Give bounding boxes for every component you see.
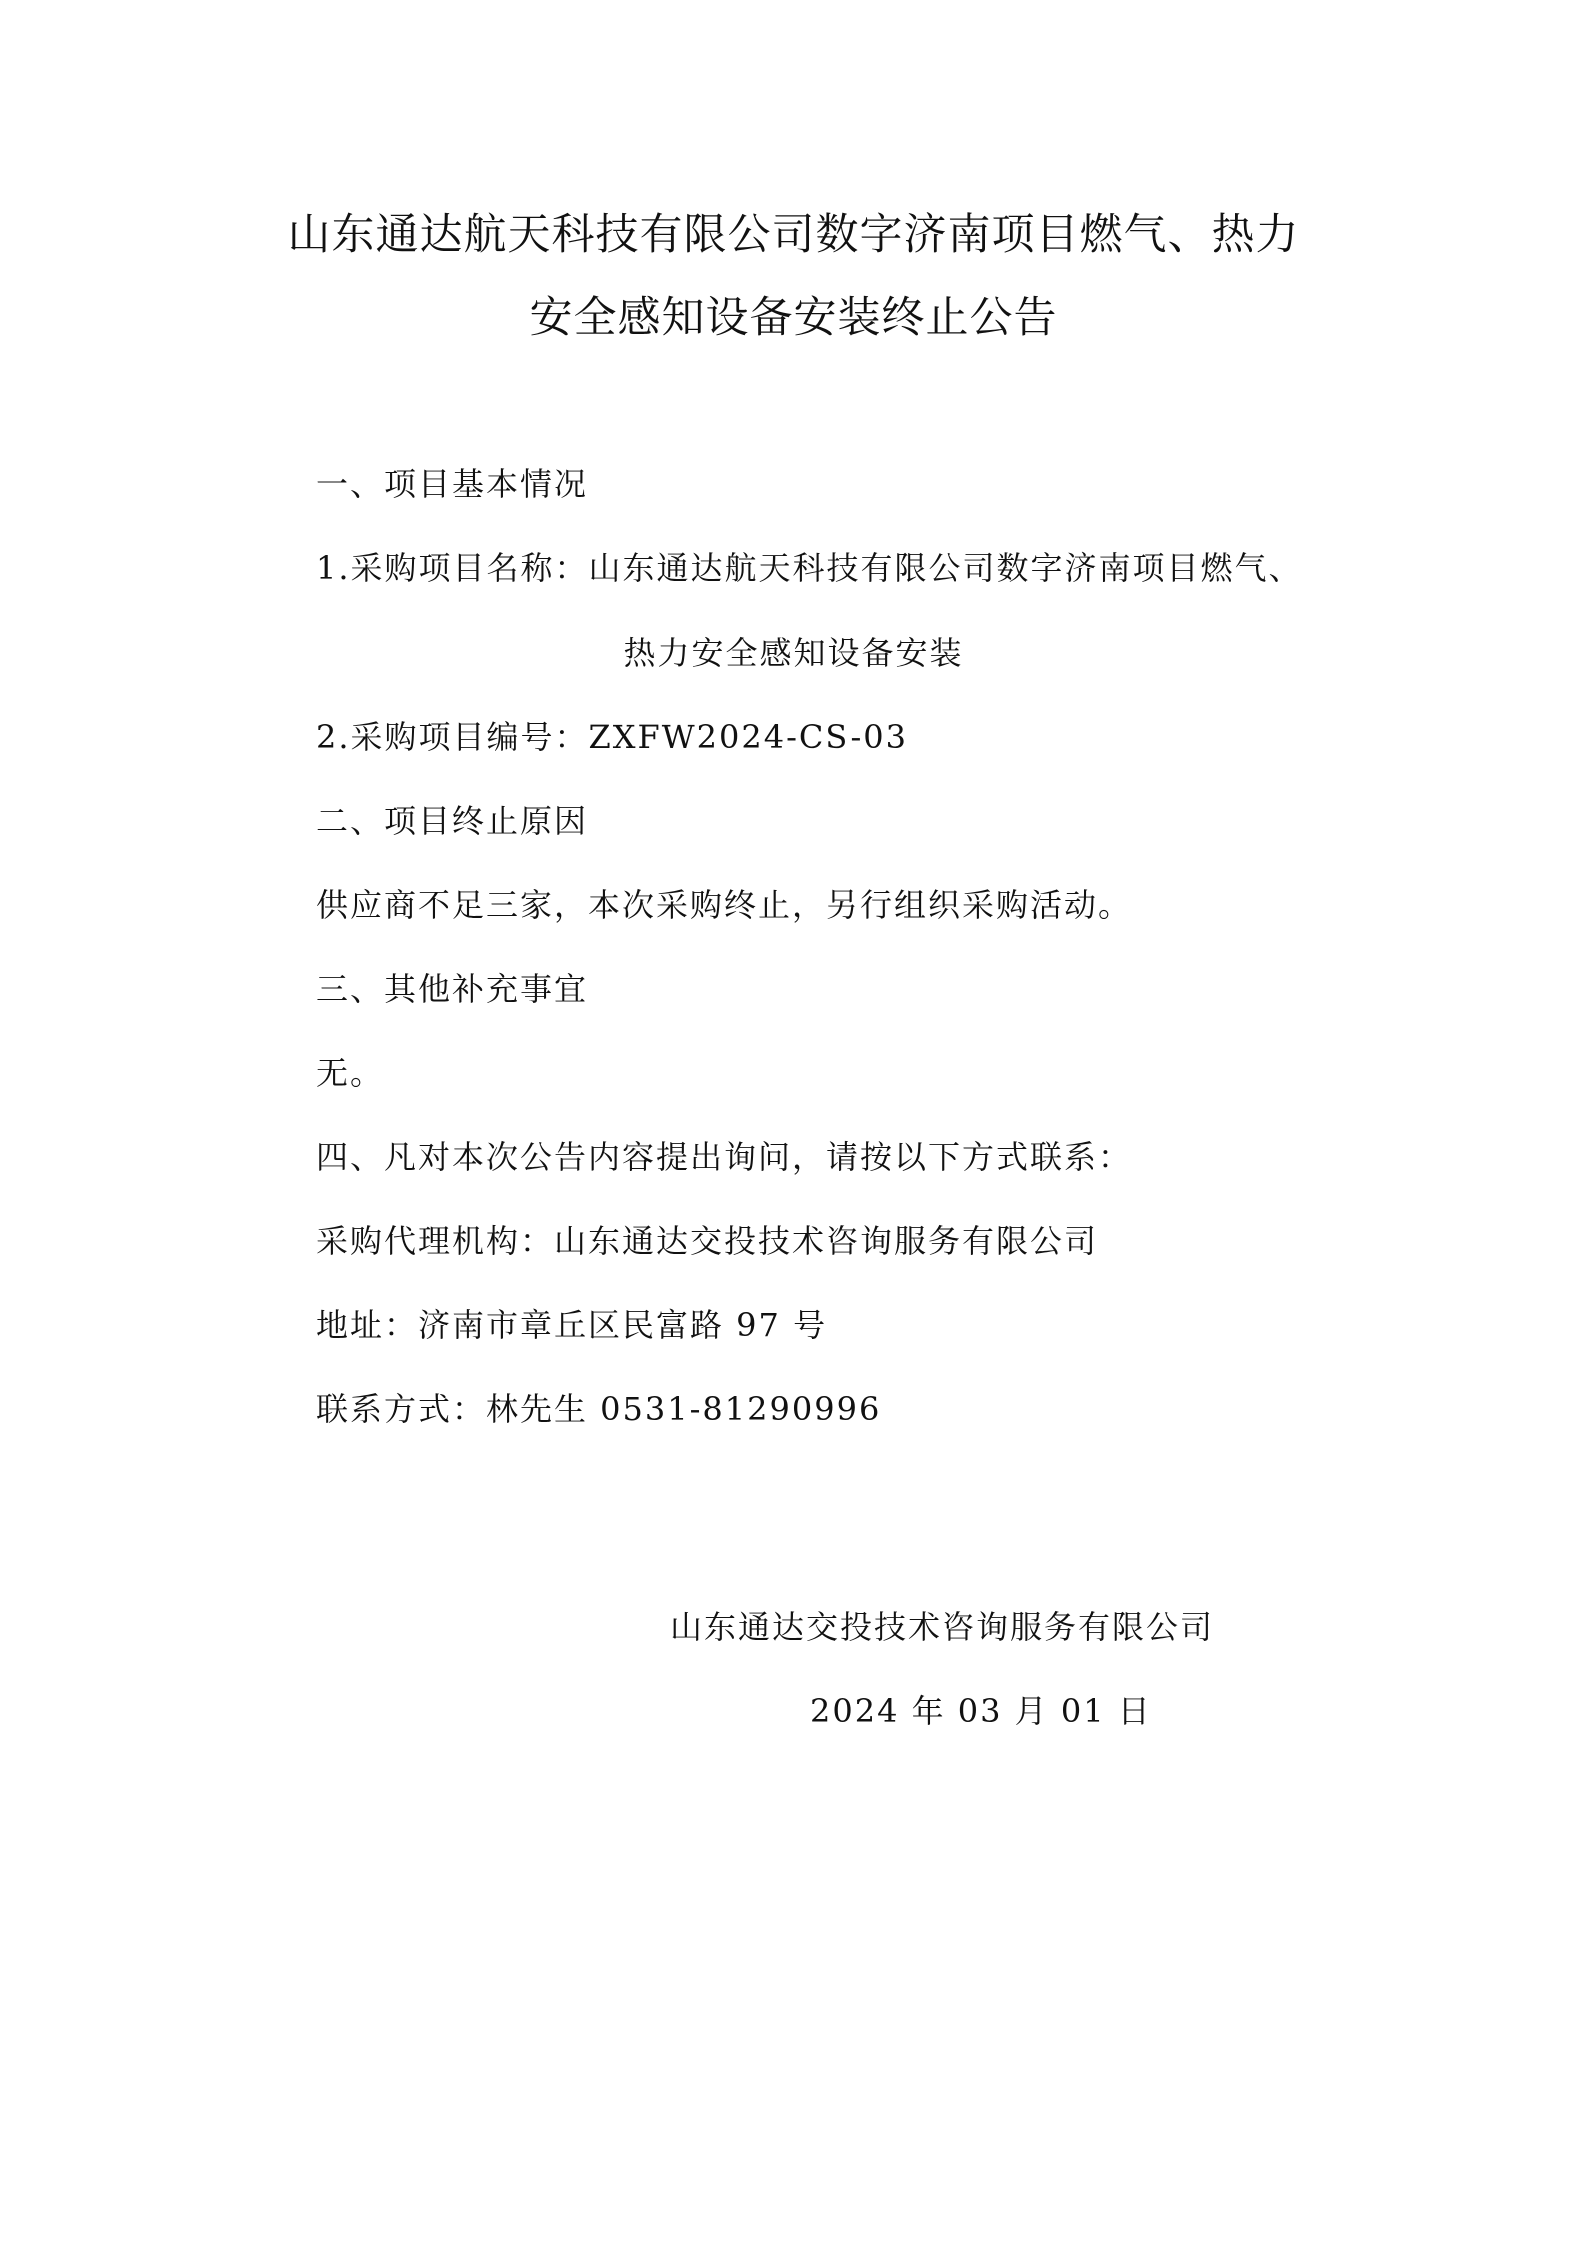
section-3-heading: 三、其他补充事宜 [316, 970, 589, 1008]
termination-reason: 供应商不足三家，本次采购终止，另行组织采购活动。 [316, 886, 1133, 924]
signature-company: 山东通达交投技术咨询服务有限公司 [670, 1608, 1215, 1646]
project-number: 2.采购项目编号：ZXFW2024-CS-03 [316, 718, 909, 756]
document-title-line-2: 安全感知设备安装终止公告 [529, 293, 1058, 343]
project-name-line-2: 热力安全感知设备安装 [623, 634, 964, 672]
procurement-agency: 采购代理机构：山东通达交投技术咨询服务有限公司 [316, 1222, 1099, 1260]
signature-date: 2024 年 03 月 01 日 [810, 1692, 1152, 1730]
project-name-line-1: 1.采购项目名称：山东通达航天科技有限公司数字济南项目燃气、 [316, 549, 1303, 587]
contact-info: 联系方式：林先生 0531-81290996 [316, 1390, 882, 1428]
section-4-heading: 四、凡对本次公告内容提出询问，请按以下方式联系： [316, 1138, 1133, 1176]
supplementary-matters: 无。 [316, 1054, 385, 1092]
document-title-line-1: 山东通达航天科技有限公司数字济南项目燃气、热力 [287, 210, 1300, 260]
section-1-heading: 一、项目基本情况 [316, 465, 589, 503]
agency-address: 地址：济南市章丘区民富路 97 号 [316, 1306, 828, 1344]
section-2-heading: 二、项目终止原因 [316, 802, 589, 840]
